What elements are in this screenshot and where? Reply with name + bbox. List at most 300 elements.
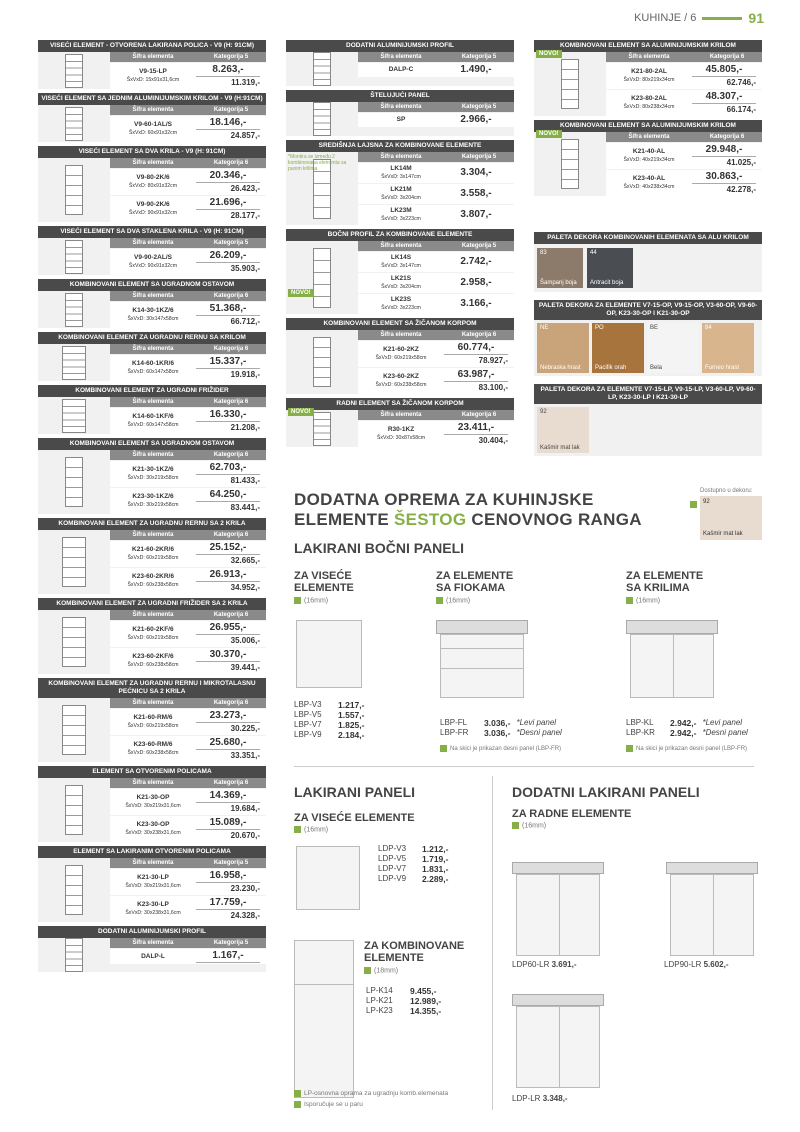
item-code [110,568,196,594]
col-category: Kategorija 6 [213,399,249,405]
code-text: LK21S [390,275,412,282]
prices [196,896,266,922]
price-main: 26.913,- [196,569,260,582]
dims-text: ŠxVxD: 3x147cm [381,174,421,180]
novo-badge: NOVO! [288,408,314,416]
table-header [110,610,266,620]
col-category: Kategorija 5 [213,107,249,113]
price: 2.942,- [670,718,697,728]
decor-available [700,488,762,540]
price: 2.958,- [460,277,492,288]
item-code [110,116,196,142]
decor-swatch [700,496,762,540]
swatch-num: 44 [590,250,597,256]
dims-text: ŠxVxD: 60x91x32cm [128,130,178,136]
swatch [587,248,633,288]
item-code [606,90,692,116]
code-label: LBP-V7 [294,720,322,729]
product-body [286,241,514,314]
sketch-note: Na skici je prikazan desni panel (LBP-FR) [636,746,748,753]
table-header [110,105,266,115]
table-row [358,63,514,77]
swatch-num: 83 [540,250,547,256]
price-main: 15.089,- [196,817,260,830]
prices [196,568,266,594]
ldp90-sketch [670,874,754,956]
product-title: DODATNI ALUMINIJUMSKI PROFIL [38,926,266,938]
product-body [38,238,266,275]
price-table [110,858,266,922]
item-code [110,408,196,434]
col-category: Kategorija 5 [461,154,497,160]
table-row [358,273,514,293]
price-old: 62.746,- [726,78,756,87]
product-title: KOMBINOVANI ELEMENT ZA UGRADNU RERNU SA 2 KRILA [38,518,266,530]
product-card [38,332,266,381]
prices [692,170,762,196]
palette-title: PALETA DEKORA KOMBINOVANIH ELEMENATA SA ALU KRILOM [534,232,762,244]
lp-title: LAKIRANI PANELI [294,784,416,800]
product-card [286,318,514,394]
dims-text: ŠxVxD: 30x87x58cm [376,435,426,441]
table-header [110,52,266,62]
swatch [537,407,589,453]
green-marker-icon [294,1090,301,1097]
item-code [110,249,196,275]
product-sketch [65,785,83,835]
code: LDP60-LR [512,960,550,969]
table-header [358,102,514,112]
list-row [294,730,364,740]
item-code [110,355,196,381]
sub-title: ZA VISEĆE ELEMENTE [294,570,354,594]
product-card [38,93,266,142]
price-main: 18.146,- [196,117,260,130]
table-row [110,196,266,222]
col-category: Kategorija 6 [213,346,249,352]
col-category: Kategorija 6 [213,293,249,299]
product-sketch [65,293,83,327]
product-image [38,610,110,674]
swatch-num: 84 [705,325,712,331]
price-old: 28.177,- [230,211,260,220]
col-code: Šifra elementa [132,860,174,866]
code-text: DALP-C [388,66,414,73]
code-text: K21-30-OP [136,794,170,801]
header-line [702,17,742,20]
product-card [38,40,266,89]
col-code: Šifra elementa [132,940,174,946]
price-table [110,938,266,972]
price-main: 25.680,- [196,737,260,750]
price-table [606,132,762,196]
item-code [110,648,196,674]
item-code [358,113,444,127]
novo-badge: NOVO! [536,130,562,138]
item-code [606,170,692,196]
col-category: Kategorija 6 [709,54,745,60]
col-code: Šifra elementa [380,154,422,160]
item-code [110,488,196,514]
col-code: Šifra elementa [628,54,670,60]
dlp-title: DODATNI LAKIRANI PANELI [512,784,700,800]
table-header [110,238,266,248]
prices [196,169,266,195]
swatch-num: NE [540,325,549,331]
product-image [38,52,110,89]
list-row [378,844,448,854]
table-row [358,341,514,367]
col-category: Kategorija 6 [461,412,497,418]
dims-text: ŠxVxD: 3x204cm [381,284,421,290]
prices [692,143,762,169]
product-image [286,330,358,394]
prices [196,648,266,674]
sketch-note: Na skici je prikazan desni panel (LBP-FR) [450,746,562,753]
dims-text: ŠxVxD: 30x219x58cm [127,475,179,481]
item-code [110,196,196,222]
thickness: (16mm) [522,822,547,830]
price-main: 62.703,- [196,462,260,475]
footnote: Isporučuje se u paru [304,1101,363,1109]
product-sketch [561,59,579,109]
code-text: K21-60-RM/6 [133,714,173,721]
price-list [626,718,748,738]
product-sketch [62,617,86,667]
price-main: 16.958,- [196,870,260,883]
table-header [358,410,514,420]
green-marker-icon [294,826,301,833]
dims-text: ŠxVxD: 60x219x58cm [127,723,179,729]
col-category: Kategorija 6 [213,780,249,786]
dims-text: ŠxVxD: 60x147x58cm [127,369,179,375]
price-main: 45.805,- [692,64,756,77]
product-sketch [313,337,331,387]
col-category: Kategorija 6 [213,452,249,458]
price: 3.807,- [460,209,492,220]
product-sketch [65,54,83,88]
price-old: 83.100,- [478,383,508,392]
table-header [358,330,514,340]
list-row [294,720,364,730]
prices [444,113,514,127]
note-text: *Montira se između 2 kombinovana elementa sa punim krilima [288,154,347,172]
price: 3.304,- [460,167,492,178]
side-note: *Desni panel [702,728,748,737]
item-code [358,205,444,225]
prices [196,302,266,328]
table-header [110,858,266,868]
prices [444,184,514,204]
price: 9.455,- [410,986,437,996]
code-label: LBP-FL [440,718,468,727]
price-list [366,986,441,1016]
prices [196,488,266,514]
list-row [440,718,562,728]
product-image [38,397,110,434]
code-label: LDP-V9 [378,874,407,883]
price-old: 35.006,- [230,636,260,645]
price-old: 41.025,- [726,158,756,167]
dims-text: ŠxVxD: 30x238x31,6cm [125,830,181,836]
col-category: Kategorija 5 [213,940,249,946]
table-header [110,698,266,708]
dims-text: ŠxVxD: 80x238x34cm [623,104,675,110]
price: 3.036,- [484,718,511,728]
code-text: K21-40-AL [632,148,666,155]
table-row [358,113,514,127]
col-code: Šifra elementa [628,134,670,140]
decor-name: Kašmir mat lak [703,531,743,537]
title-line-1: DODATNA OPREMA ZA KUHINJSKE [294,490,594,509]
table-row [110,709,266,735]
table-header [110,397,266,407]
col-code: Šifra elementa [132,107,174,113]
price-main: 17.759,- [196,897,260,910]
price: 3.691,- [551,960,577,969]
table-row [358,368,514,394]
col-code: Šifra elementa [132,160,174,166]
item-code [110,541,196,567]
table-row [358,294,514,314]
palette-title: PALETA DEKORA ZA ELEMENTE V7-15-LP, V9-15-LP, V3-60-LP, V9-60-LP, K23-30-LP I K21-30-LP [534,384,762,404]
product-card [38,279,266,328]
dims-text: ŠxVxD: 15x91x31,6cm [126,77,180,83]
side-note: *Levi panel [516,718,557,727]
title-line-2 [294,510,642,530]
product-body [38,344,266,381]
dims-text: ŠxVxD: 30x238x31,6cm [125,910,181,916]
col-code: Šifra elementa [132,54,174,60]
price-old: 30.404,- [478,436,508,445]
green-marker-icon [690,501,697,508]
price-main: 51.368,- [196,303,260,316]
product-body [38,858,266,922]
product-title: KOMBINOVANI ELEMENT ZA UGRADNU RERNU I MIKROTALASNU PEĆNICU SA 2 KRILA [38,678,266,698]
swatch-list [534,404,762,456]
list-row [626,718,748,728]
dims-text: ŠxVxD: 3x204cm [381,195,421,201]
price: 2.184,- [338,730,365,740]
code-text: K23-30-OP [136,821,170,828]
product-image [38,105,110,142]
item-code [358,184,444,204]
product-title: ELEMENT SA LAKIRANIM OTVORENIM POLICAMA [38,846,266,858]
table-row [110,621,266,647]
green-marker-icon [364,967,371,974]
ldplr-sketch [516,1006,600,1088]
col-code: Šifra elementa [380,412,422,418]
dims-text: ŠxVxD: 40x238x34cm [623,184,675,190]
product-body [38,450,266,514]
product-sketch [65,865,83,915]
tall-panel-sketch [294,940,354,1098]
cabinet-top [512,994,604,1006]
dims-text: ŠxVxD: 30x219x31,6cm [125,883,181,889]
col-category: Kategorija 5 [461,243,497,249]
col-category: Kategorija 6 [461,332,497,338]
table-row [358,252,514,272]
product-body [286,410,514,447]
product-card [286,40,514,86]
dims-text: ŠxVxD: 60x238x58cm [127,662,179,668]
col-code: Šifra elementa [132,399,174,405]
price-old: 20.670,- [230,831,260,840]
price-main: 21.696,- [196,197,260,210]
code-text: K23-60-2KR/6 [132,573,174,580]
product-card [534,120,762,196]
page-number: 91 [748,10,764,26]
product-title: KOMBINOVANI ELEMENT ZA UGRADNI FRIŽIDER [38,385,266,397]
prices [444,205,514,225]
product-body [38,158,266,222]
item-code [110,869,196,895]
middle-column [286,40,514,451]
product-image [286,241,358,314]
code-text: LK14M [390,165,412,172]
price: 1.557,- [338,710,365,720]
price-table [358,241,514,314]
code-text: K21-30-1KZ/6 [132,466,174,473]
item-code [110,709,196,735]
price-main: 23.411,- [444,422,508,435]
table-row [606,143,762,169]
code-text: DALP-L [141,952,165,960]
product-body [286,52,514,86]
product-card [286,140,514,225]
price: 3.348,- [542,1094,568,1103]
item-code [358,368,444,394]
prices [196,408,266,434]
code-text: K23-40-AL [632,175,666,182]
prices [196,196,266,222]
green-marker-icon [626,597,633,604]
product-body [38,52,266,89]
item-code [110,736,196,762]
product-card [286,90,514,136]
table-header [606,52,762,62]
cabinet-top [436,620,528,634]
dims-text: ŠxVxD: 90x91x32cm [128,263,178,269]
item-code [110,789,196,815]
product-body [534,132,762,196]
table-row [110,648,266,674]
price-main: 63.987,- [444,369,508,382]
green-marker-icon [512,822,519,829]
title-highlight: ŠESTOG [394,510,467,529]
price: 3.036,- [484,728,511,738]
table-row [110,249,266,275]
swatch-num: BE [650,325,659,331]
prices [196,249,266,275]
col-code: Šifra elementa [132,240,174,246]
table-row [110,355,266,381]
swatch-name: Pacifik orah [595,365,627,371]
table-row [606,170,762,196]
list-row [378,864,448,874]
cabinet-top [666,862,758,874]
dims-text: ŠxVxD: 60x219x58cm [375,355,427,361]
code-text: K14-30-1KZ/6 [132,307,174,314]
table-row [110,568,266,594]
price-main: 26.955,- [196,622,260,635]
prices [196,709,266,735]
col-category: Kategorija 5 [213,54,249,60]
product-sketch [65,165,83,215]
price-main: 30.863,- [692,171,756,184]
green-marker-icon [436,597,443,604]
code-label: LBP-V3 [294,700,322,709]
table-header [358,152,514,162]
prices [196,949,266,964]
prices [444,273,514,293]
product-sketch [65,107,83,141]
dims-text: ŠxVxD: 3x223cm [381,216,421,222]
dims-text: ŠxVxD: 80x91x32cm [128,183,178,189]
product-body [38,610,266,674]
list-row [366,996,441,1006]
code-text: K23-60-2KF/6 [132,653,174,660]
col-category: Kategorija 6 [213,160,249,166]
price-main: 14.369,- [196,790,260,803]
product-body [534,52,762,116]
product-body [286,330,514,394]
product-title: KOMBINOVANI ELEMENT ZA UGRADNU RERNU SA KRILOM [38,332,266,344]
product-title: ŠTELUJUĆI PANEL [286,90,514,102]
table-row [606,63,762,89]
table-row [606,90,762,116]
col-category: Kategorija 6 [213,532,249,538]
table-row [358,421,514,447]
price: 2.742,- [460,256,492,267]
swatch [537,323,589,373]
dims-text: ŠxVxD: 90x91x32cm [128,210,178,216]
col-code: Šifra elementa [132,452,174,458]
dims-text: ŠxVxD: 60x147x58cm [127,422,179,428]
price-old: 32.665,- [230,556,260,565]
price: 14.355,- [410,1006,442,1016]
dims-text: ŠxVxD: 3x223cm [381,305,421,311]
price-table [606,52,762,116]
col-code: Šifra elementa [132,612,174,618]
product-title: DODATNI ALUMINIJUMSKI PROFIL [286,40,514,52]
green-marker-icon [294,1101,301,1108]
side-note: *Desni panel [516,728,562,737]
product-card [286,229,514,314]
product-title: KOMBINOVANI ELEMENT SA UGRADNOM OSTAVOM [38,438,266,450]
item-code [110,621,196,647]
price-table [110,291,266,328]
product-image [38,450,110,514]
prices [196,461,266,487]
price-table [110,344,266,381]
product-sketch [62,705,86,755]
prices [444,341,514,367]
price-old: 11.319,- [231,78,260,87]
item-code [358,341,444,367]
table-header [358,52,514,62]
price: 3.166,- [460,298,492,309]
item-code [358,63,444,77]
price-main: 26.209,- [196,250,260,263]
price-old: 26.423,- [230,184,260,193]
price-old: 21.208,- [230,423,260,432]
novo-badge: NOVO! [288,289,314,297]
col-category: Kategorija 5 [213,240,249,246]
list-row [440,728,562,738]
price-table [358,52,514,86]
code-label: LBP-FR [440,728,469,737]
